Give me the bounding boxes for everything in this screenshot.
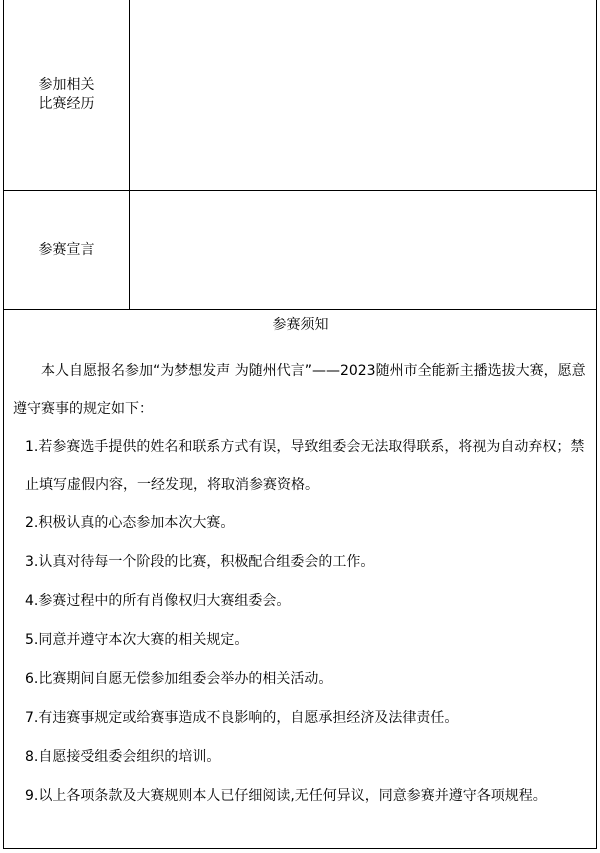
competition-history-label-line1: 参加相关 xyxy=(38,77,95,93)
notice-rule-4: 4.参赛过程中的所有肖像权归大赛组委会。 xyxy=(25,593,291,609)
competition-history-label-line2: 比赛经历 xyxy=(38,96,95,112)
declaration-field[interactable] xyxy=(130,191,596,309)
notice-rule-7: 7.有违赛事规定或给赛事造成不良影响的，自愿承担经济及法律责任。 xyxy=(25,710,459,726)
competition-history-label xyxy=(4,0,130,190)
notice-rule-5: 5.同意并遵守本次大赛的相关规定。 xyxy=(25,632,249,648)
registration-form-table xyxy=(3,0,597,849)
notice-title: 参赛须知 xyxy=(272,317,329,333)
notice-rule-2: 2.积极认真的心态参加本次大赛。 xyxy=(25,515,235,531)
notice-rules-list xyxy=(13,428,588,816)
declaration-row xyxy=(4,191,596,310)
notice-intro: 本人自愿报名参加“为梦想发声 为随州代言”——2023随州市全能新主播选拔大赛，愿意遵守赛事的规定如下： xyxy=(13,363,586,417)
notice-rule-6: 6.比赛期间自愿无偿参加组委会举办的相关活动。 xyxy=(25,671,333,687)
declaration-label: 参赛宣言 xyxy=(4,191,130,309)
notice-rule-9: 9.以上各项条款及大赛规则本人已仔细阅读,无任何异议，同意参赛并遵守各项规程。 xyxy=(25,788,547,804)
competition-history-row xyxy=(4,0,596,191)
competition-history-field[interactable] xyxy=(130,0,596,190)
notice-rule-3: 3.认真对待每一个阶段的比赛，积极配合组委会的工作。 xyxy=(25,554,375,570)
entry-notice-section xyxy=(4,310,596,848)
notice-rule-8: 8.自愿接受组委会组织的培训。 xyxy=(25,749,221,765)
notice-rule-1: 1.若参赛选手提供的姓名和联系方式有误，导致组委会无法取得联系，将视为自动弃权；禁止填写虚假内容，一经发现，将取消参赛资格。 xyxy=(25,439,585,493)
